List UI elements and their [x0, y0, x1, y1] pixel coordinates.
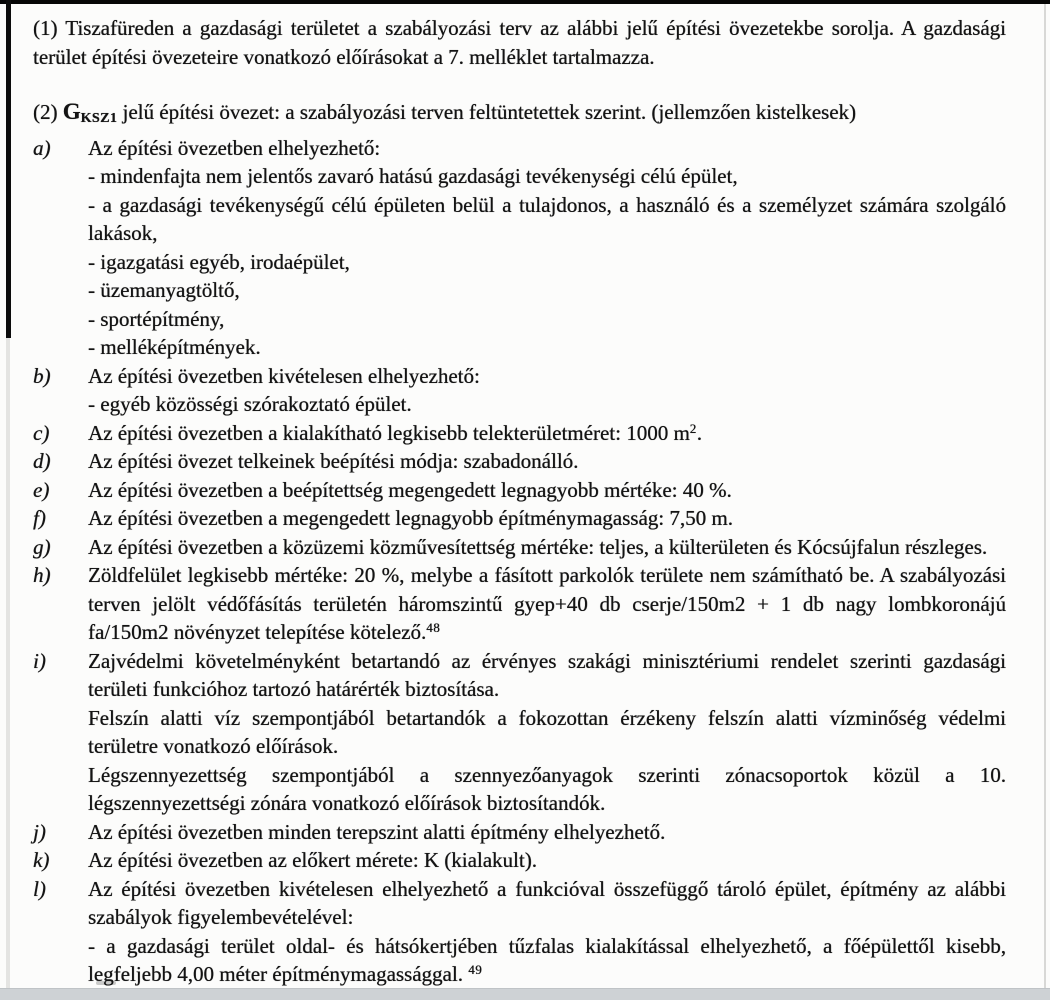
list-marker-i: i) — [33, 648, 46, 673]
superscript-2: 2 — [689, 420, 697, 436]
list-item-i — [33, 647, 1006, 818]
list-bullet: - melléképítmények. — [88, 335, 261, 359]
list-item-text — [88, 561, 1006, 647]
list-item-e — [33, 476, 1006, 505]
list-item-text: Az építési övezetben az előkert mérete: K (kialakult). — [88, 848, 537, 872]
list-item-text: Az építési övezetben a beépítettség megengedett legnagyobb mértéke: 40 %. — [88, 477, 732, 502]
list-item-c-body — [88, 419, 1006, 448]
list-item-text: Az építési övezetben a közüzemi közművesítettség mértéke: teljes, a külterületen és Kócsújfalun részleges. — [88, 534, 988, 559]
list-item-b — [33, 362, 1006, 419]
list-marker-a: a) — [33, 135, 51, 160]
zone-heading — [33, 98, 1006, 134]
list-item-h-body — [88, 561, 1006, 647]
list-marker-f: f) — [33, 506, 46, 530]
list-item-k-body — [88, 846, 1006, 875]
footnote-ref-48: 48 — [426, 620, 441, 635]
list-item-text: Az építési övezetben a megengedett legnagyobb építménymagasság: 7,50 m. — [88, 506, 733, 530]
list-item-c — [33, 419, 1006, 448]
scan-artifact-top-edge — [0, 0, 1050, 4]
list-item-paragraph: Felszín alatti víz szempontjából betartandók a fokozottan érzékeny felszín alatti vízminőség védelmi területre vonatkozó előírások. — [88, 705, 1006, 758]
list-marker-l: l) — [33, 876, 46, 901]
list-item-c-tail: . — [696, 420, 703, 445]
zone-heading-prefix: (2) — [33, 100, 63, 124]
list-item-a — [33, 134, 1006, 362]
list-marker-e: e) — [33, 477, 50, 502]
intro-paragraph: (1) Tiszafüreden a gazdasági területet a szabályozási terv az alábbi jelű építési övezetekbe sorolja. A gazdasági terület építési övezeteire vonatkozó előírásokat a 7. melléklet tartalmazza. — [33, 16, 1006, 69]
list-item-text: Az építési övezet telkeinek beépítési módja: szabadonálló. — [88, 449, 579, 473]
list-item-h — [33, 561, 1006, 647]
document-content — [33, 14, 1006, 989]
footnote-ref-49: 49 — [468, 962, 483, 977]
list-marker-h: h) — [33, 563, 51, 587]
list-item-l-bullet-text: - a gazdasági terület oldal- és hátsókertjében tűzfalas kialakítással elhelyezhető, a főépülettől kisebb, legfeljebb 4,00 méter építménymagassággal. — [88, 933, 1006, 986]
list-item-text: Az építési övezetben kivételesen elhelyezhető a funkcióval összefüggő tároló épület, építmény az alábbi szabályok figyelembevételével: — [88, 876, 1006, 929]
ordered-list — [33, 134, 1006, 989]
list-item-c-text: Az építési övezetben a kialakítható legkisebb telekterületméret: 1000 m — [88, 420, 690, 445]
list-item-d-body — [88, 447, 1006, 476]
list-marker-c: c) — [33, 420, 50, 445]
list-item-j-body — [88, 818, 1006, 847]
list-bullet: - a gazdasági tevékenységű célú épületen belül a tulajdonos, a használó és a személyzet számára szolgáló lakások, — [88, 192, 1006, 245]
list-item-b-body — [88, 362, 1006, 419]
scan-artifact-left-line — [6, 338, 10, 989]
list-item-l — [33, 875, 1006, 989]
list-marker-b: b) — [33, 363, 51, 388]
zone-code-letter: G — [62, 99, 81, 124]
zone-heading-rest: jelű építési övezet: a szabályozási terven feltüntetettek szerint. (jellemzően kistelkesek) — [117, 100, 857, 124]
list-item-d — [33, 447, 1006, 476]
list-item-text: Az építési övezetben elhelyezhető: — [88, 135, 381, 160]
list-item-g — [33, 533, 1006, 562]
list-item-g-body — [88, 533, 1006, 562]
list-item-i-body — [88, 647, 1006, 818]
scan-artifact-bottom-band — [0, 988, 1050, 1000]
list-item-paragraph: Zajvédelmi követelményként betartandó az érvényes szakági minisztériumi rendelet szerinti gazdasági területi funkcióhoz tartozó határérték biztosítása. — [88, 648, 1006, 701]
list-item-paragraph: Légszennyezettség szempontjából a szennyezőanyagok szerinti zónacsoportok közül a 10. légszennyezettségi zónára vonatkozó előírások biztosítandók. — [88, 762, 1006, 815]
list-item-text: Az építési övezetben kivételesen elhelyezhető: — [88, 363, 480, 388]
zone-code-subscript: KSZ1 — [80, 111, 118, 126]
list-item-text — [88, 419, 1006, 448]
scan-artifact-left-bar — [6, 0, 11, 338]
list-item-a-body — [88, 134, 1006, 362]
list-item-k — [33, 846, 1006, 875]
list-bullet: - igazgatási egyéb, irodaépület, — [88, 249, 350, 274]
list-bullet: - sportépítmény, — [88, 306, 225, 331]
list-bullet: - mindenfajta nem jelentős zavaró hatású gazdasági tevékenységi célú épület, — [88, 164, 738, 188]
list-item-l-body — [88, 875, 1006, 989]
list-item-f-body — [88, 504, 1006, 533]
list-item-text: Az építési övezetben minden terepszint alatti építmény elhelyezhető. — [88, 819, 666, 844]
scan-artifact-right-line — [1044, 4, 1046, 988]
list-marker-g: g) — [33, 534, 51, 559]
list-item-j — [33, 818, 1006, 847]
list-marker-j: j) — [33, 819, 46, 844]
list-marker-d: d) — [33, 449, 51, 473]
list-bullet: - üzemanyagtöltő, — [88, 278, 240, 302]
list-item-h-text: Zöldfelület legkisebb mértéke: 20 %, melybe a fásított parkolók területe nem számítható be. A szabályozási terven jelölt védőfásítás területén háromszintű gyep+40 db cserje/150m2 + 1 db nagy lombkoronájú fa/150m2 növényzet telepítése kötelező. — [88, 563, 1006, 644]
list-item-e-body — [88, 476, 1006, 505]
list-item-f — [33, 504, 1006, 533]
list-bullet: - egyéb közösségi szórakoztató épület. — [88, 392, 412, 416]
list-marker-k: k) — [33, 848, 50, 872]
list-bullet — [88, 932, 1006, 989]
